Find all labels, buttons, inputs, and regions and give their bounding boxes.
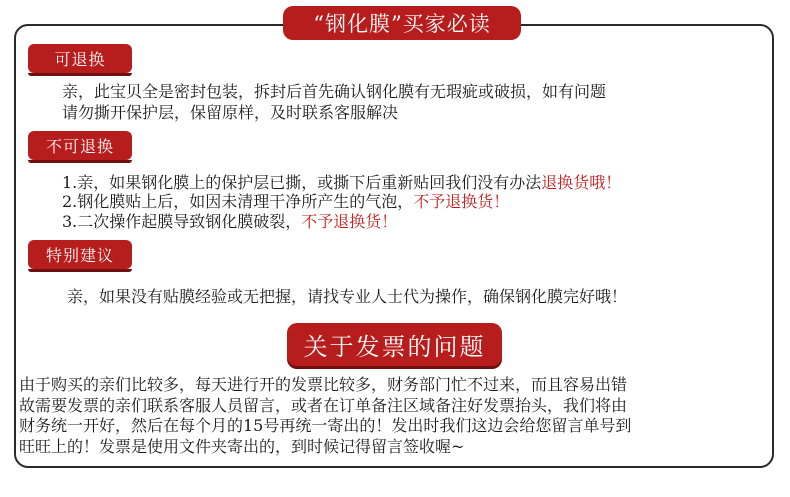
notice-title: “钢化膜”买家必读 [283,6,521,40]
non-returnable-item-1-text: 1.亲，如果钢化膜上的保护层已撕，或撕下后重新贴回我们没有办法 [62,173,542,192]
non-returnable-item-2-highlight: 不予退换货！ [413,192,510,211]
suggestion-text: 亲，如果没有贴膜经验或无把握，请找专业人士代为操作，确保钢化膜完好哦！ [67,287,628,306]
returnable-line-2: 请勿撕开保护层，保留原样，及时联系客服解决 [62,103,399,122]
invoice-line-1: 由于购买的亲们比较多，每天进行开的发票比较多，财务部门忙不过来，而且容易出错 [19,375,628,394]
returnable-line-1: 亲，此宝贝全是密封包装，拆封后首先确认钢化膜有无瑕疵或破损，如有问题 [62,82,607,101]
non-returnable-item-1-highlight: 退换货哦！ [541,173,622,192]
non-returnable-item-2 [62,191,509,212]
non-returnable-item-3-text: 3.二次操作起膜导致钢化膜破裂， [62,212,302,231]
non-returnable-item-3 [62,211,397,232]
invoice-line-2: 故需要发票的亲们联系客服人员留言，或者在订单备注区域备注好发票抬头，我们将由 [19,396,628,415]
invoice-line-4: 旺旺上的！发票是使用文件夹寄出的，到时候记得留言签收喔~ [19,437,465,456]
non-returnable-item-1 [62,172,621,193]
non-returnable-item-2-text: 2.钢化膜贴上后，如因未清理干净所产生的气泡， [62,192,414,211]
returnable-tag: 可退换 [28,44,132,73]
non-returnable-item-3-highlight: 不予退换货！ [301,212,398,231]
suggestion-tag: 特别建议 [28,240,132,269]
invoice-line-3: 财务统一开好，然后在每个月的15号再统一寄出的！发出时我们这边会给您留言单号到 [19,416,632,435]
invoice-title: 关于发票的问题 [287,323,502,366]
non-returnable-tag: 不可退换 [28,131,132,160]
